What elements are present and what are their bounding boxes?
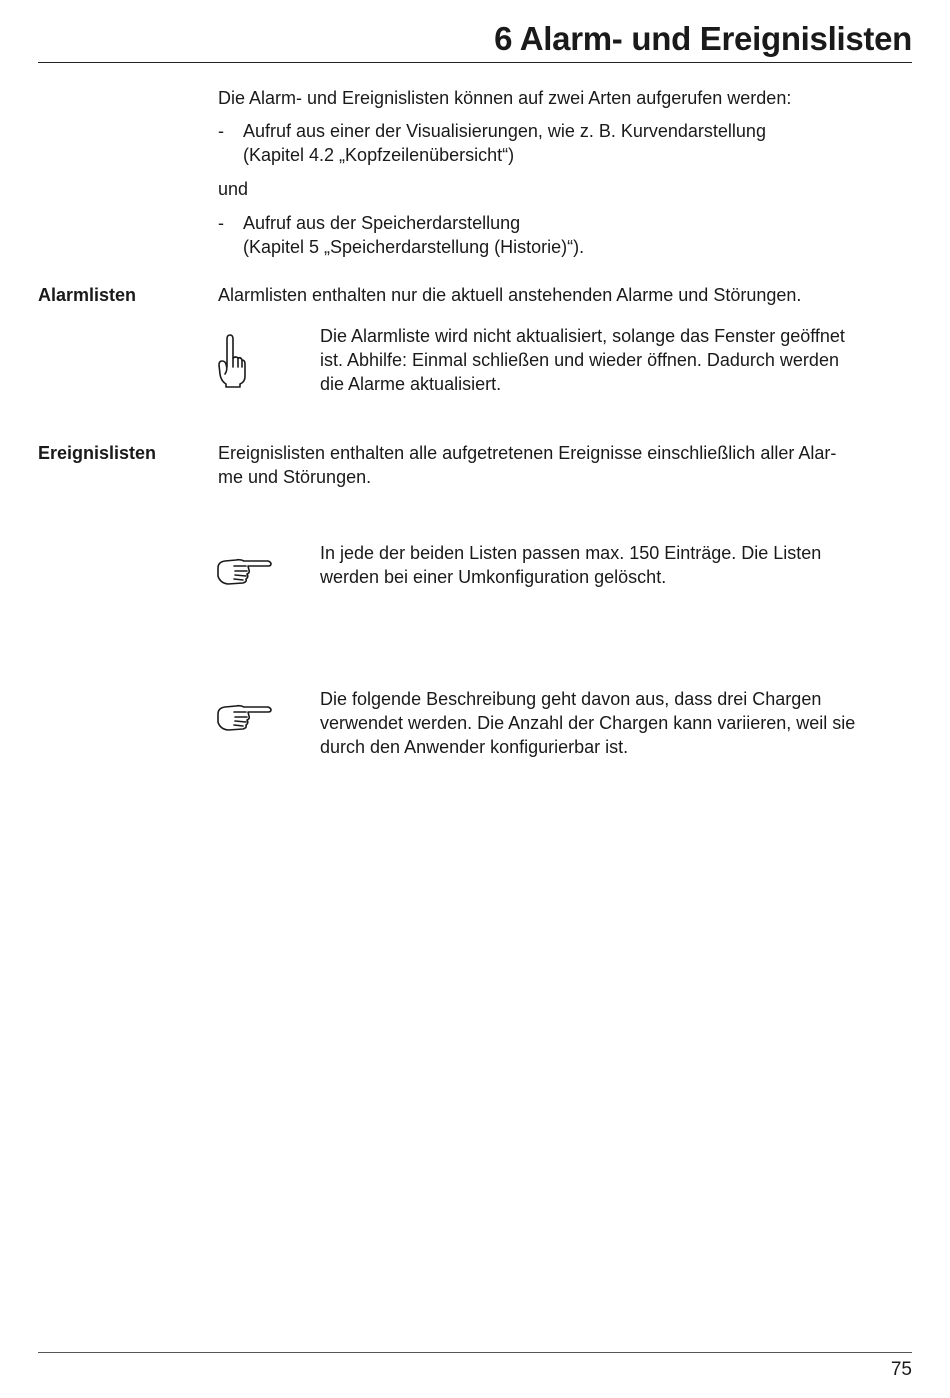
ereignislisten-text-line-1: Ereignislisten enthalten alle aufgetretenen Ereignisse einschließlich aller Alar- [218,443,837,463]
list-item-1-line-2: (Kapitel 4.2 „Kopfzeilenübersicht“) [243,145,515,165]
note-2-line-3: durch den Anwender konfigurierbar ist. [320,737,629,757]
list-dash: - [218,213,224,233]
raised-finger-icon [216,334,246,393]
list-item-2-line-2: (Kapitel 5 „Speicherdarstellung (Historie)“). [243,237,585,257]
connector-text: und [218,179,249,199]
alarmlisten-note-line-1: Die Alarmliste wird nicht aktualisiert, solange das Fenster geöffnet [320,326,845,346]
note-1-line-1: In jede der beiden Listen passen max. 150 Einträge. Die Listen [320,543,822,563]
section-heading-alarmlisten: Alarmlisten [38,285,137,305]
note-1-line-2: werden bei einer Umkonfiguration gelöscht. [320,567,667,587]
ereignislisten-text-line-2: me und Störungen. [218,467,372,487]
list-item-2-line-1: Aufruf aus der Speicherdarstellung [243,213,521,233]
header-rule [38,62,912,63]
footer-rule [38,1352,912,1353]
page-number: 75 [890,1359,912,1380]
alarmlisten-note-line-2: ist. Abhilfe: Einmal schließen und wieder öffnen. Dadurch werden [320,350,839,370]
list-dash: - [218,121,224,141]
pointing-hand-icon [216,702,272,737]
note-2-line-2: verwendet werden. Die Anzahl der Chargen kann variieren, weil sie [320,713,856,733]
alarmlisten-text: Alarmlisten enthalten nur die aktuell anstehenden Alarme und Störungen. [218,285,802,305]
list-item-1-line-1: Aufruf aus einer der Visualisierungen, wie z. B. Kurvendarstellung [243,121,766,141]
pointing-hand-icon [216,556,272,591]
page-title: 6 Alarm- und Ereignislisten [494,20,912,57]
intro-text: Die Alarm- und Ereignislisten können auf zwei Arten aufgerufen werden: [218,88,792,108]
alarmlisten-note-line-3: die Alarme aktualisiert. [320,374,502,394]
note-2-line-1: Die folgende Beschreibung geht davon aus, dass drei Chargen [320,689,822,709]
section-heading-ereignislisten: Ereignislisten [38,443,157,463]
